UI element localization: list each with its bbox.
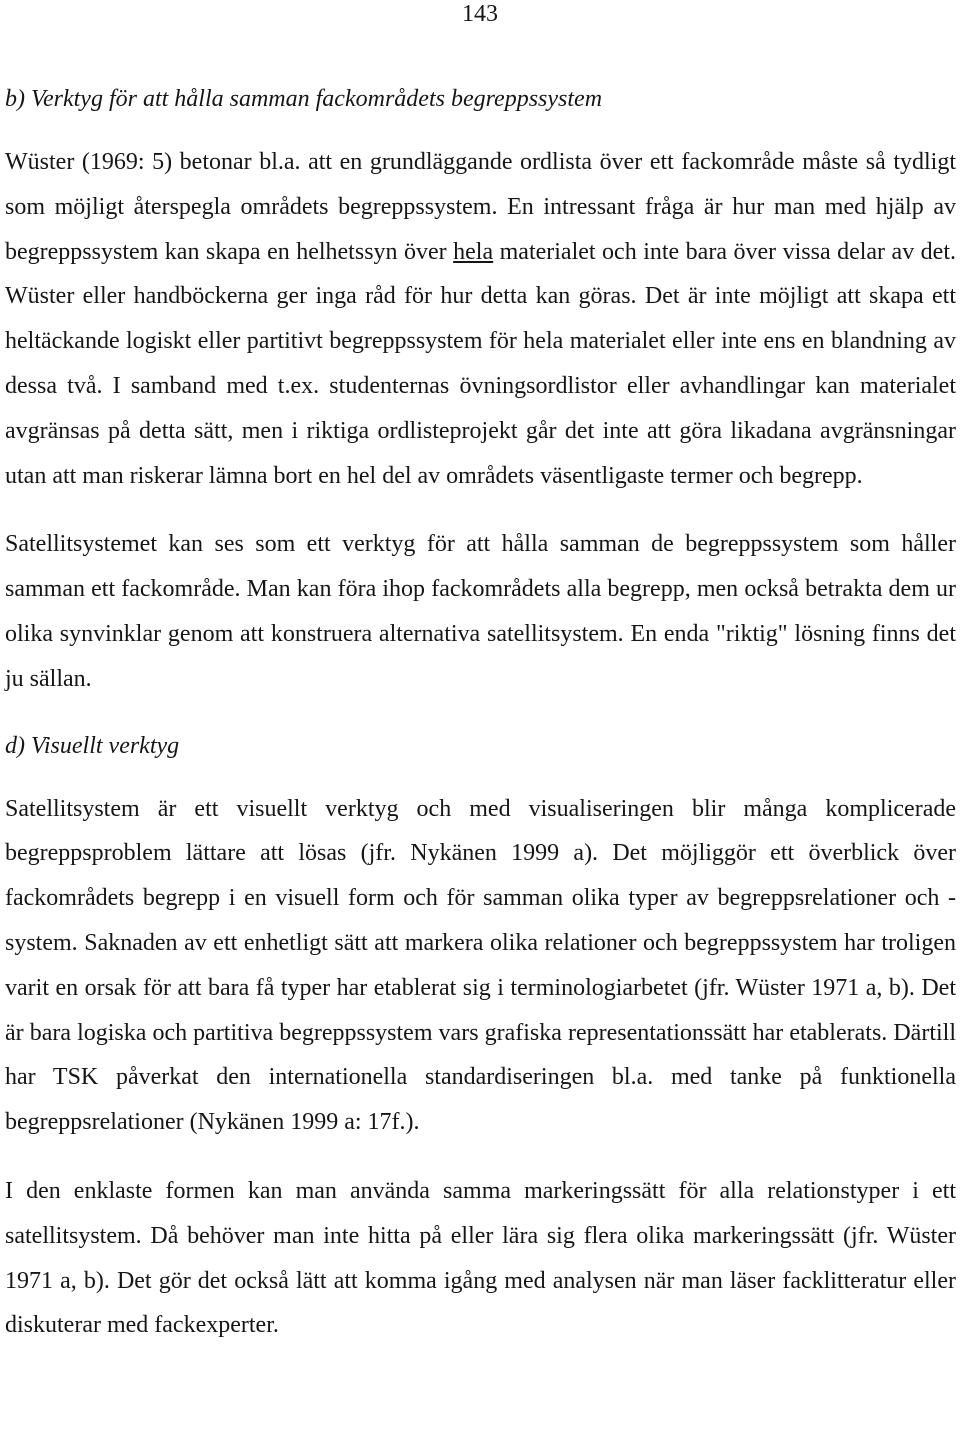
page-number: 143: [462, 1, 498, 27]
section-b-heading: b) Verktyg för att hålla samman fackområdets begreppssystem: [5, 86, 603, 112]
underlined-word: hela: [453, 238, 494, 265]
section-b-paragraph-1: [5, 140, 956, 498]
paragraph-text-start: Wüster (1969: 5) betonar bl.a. att en grundläggande ordlista över ett fackområde måste så tydligt som möjligt återspegla områdets begreppssystem. En intressant fråga är hur man med hjälp av begreppssystem kan skapa en helhetssyn över: [5, 149, 956, 265]
section-d-heading: d) Visuellt verktyg: [5, 732, 180, 759]
paragraph-text-end: materialet och inte bara över vissa delar av det. Wüster eller handböckerna ger inga råd för hur detta kan göras. Det är inte möjligt att skapa ett heltäckande logiskt eller partitivt begreppssystem för hela materialet eller inte ens en blandning av dessa två. I samband med t.ex. studenternas övningsordlistor eller avhandlingar kan materialet avgränsas på detta sätt, men i riktiga ordlisteprojekt går det inte att göra likadana avgränsningar utan att man riskerar lämna bort en hel del av områdets väsentligaste termer och begrepp.: [5, 238, 956, 489]
document-body: [5, 77, 956, 1348]
section-d-paragraph-2: I den enklaste formen kan man använda samma markeringssätt för alla relationstyper i ett satellitsystem. Då behöver man inte hitta på eller lära sig flera olika markeringssätt (jfr. Wüster 1971 a, b). Det gör det också lätt att komma igång med analysen när man läser facklitteratur eller diskuterar med fackexperter.: [5, 1177, 956, 1339]
section-d-paragraph-1: Satellitsystem är ett visuellt verktyg och med visualiseringen blir många komplicerade begreppsproblem lättare att lösas (jfr. Nykänen 1999 a). Det möjliggör ett överblick över fackområdets begrepp i en visuell form och för samman olika typer av begreppsrelationer och -system. Saknaden av ett enhetligt sätt att markera olika relationer och begreppssystem har troligen varit en orsak för att bara få typer har etablerat sig i terminologiarbetet (jfr. Wüster 1971 a, b). Det är bara logiska och partitiva begreppssystem vars grafiska representationssätt har etablerats. Därtill har TSK påverkat den internationella standardiseringen bl.a. med tanke på funktionella begreppsrelationer (Nykänen 1999 a: 17f.).: [5, 795, 956, 1136]
section-b-paragraph-2: Satellitsystemet kan ses som ett verktyg för att hålla samman de begreppssystem som håller samman ett fackområde. Man kan föra ihop fackområdets alla begrepp, men också betrakta dem ur olika synvinklar genom att konstruera alternativa satellitsystem. En enda "riktig" lösning finns det ju sällan.: [5, 531, 956, 692]
